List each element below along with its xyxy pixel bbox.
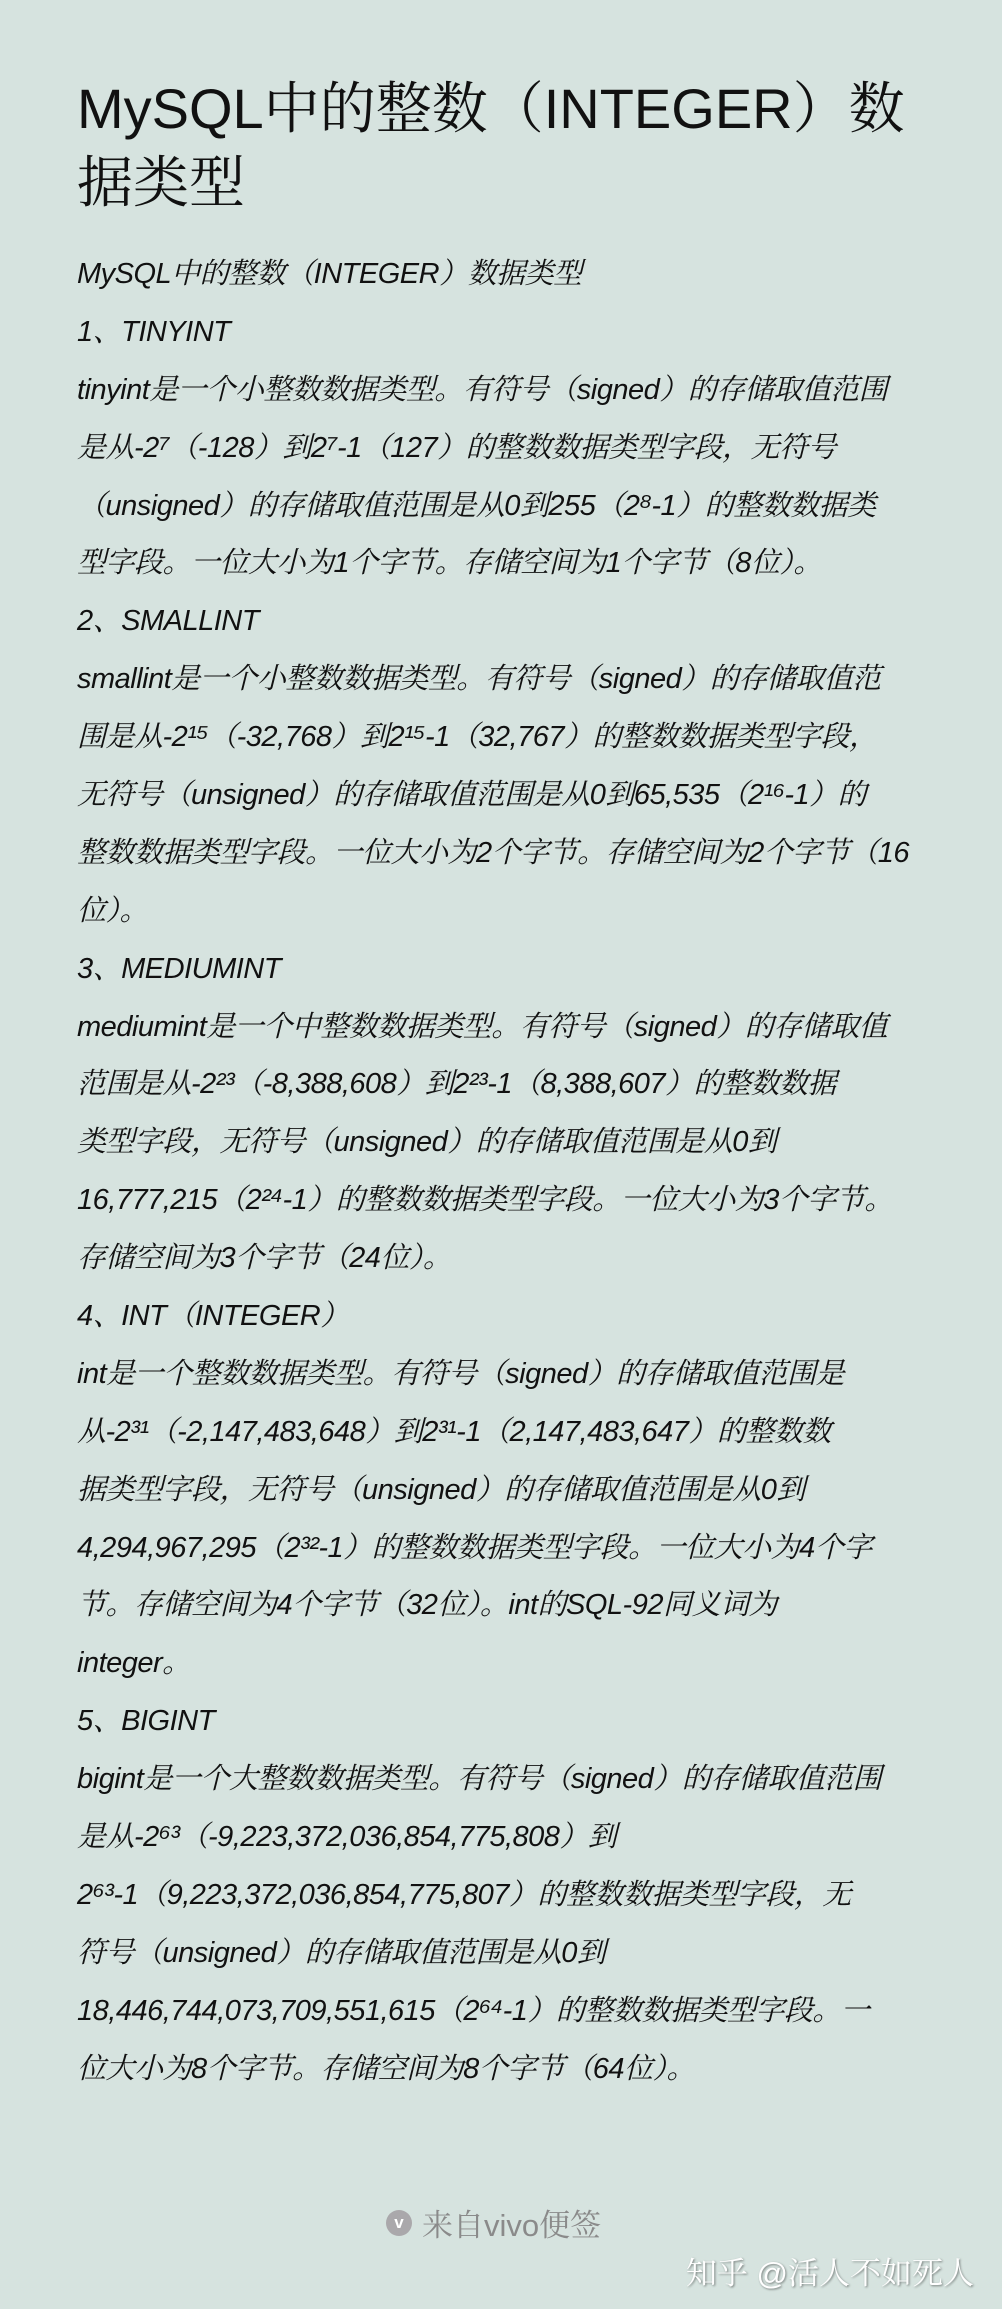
text-line: 是从-2⁷（-128）到2⁷-1（127）的整数数据类型字段，无符号 [77,431,837,464]
text-line: 类型字段，无符号（unsigned）的存储取值范围是从0到 [77,1126,777,1159]
page-title: MySQL中的整数（INTEGER）数据类型 [77,77,905,214]
text-line: 4、INT（INTEGER） [77,1300,349,1333]
text-line: mediumint是一个中整数数据类型。有符号（signed）的存储取值 [77,1010,888,1043]
text-line: 是从-2⁶³（-9,223,372,036,854,775,808）到 [77,1821,617,1854]
text-line: bigint是一个大整数数据类型。有符号（signed）的存储取值范围 [77,1763,882,1796]
text-line: tinyint是一个小整数数据类型。有符号（signed）的存储取值范围 [77,373,888,406]
text-line: 从-2³¹（-2,147,483,648）到2³¹-1（2,147,483,647）的整数数 [77,1415,831,1448]
text-line: 2⁶³-1（9,223,372,036,854,775,807）的整数数据类型字段，无 [77,1878,851,1911]
source-footer [386,2200,601,2245]
text-line: 位大小为8个字节。存储空间为8个字节（64位）。 [77,2052,696,2085]
note-body [77,246,909,2099]
text-line: 符号（unsigned）的存储取值范围是从0到 [77,1936,606,1969]
text-line: （unsigned）的存储取值范围是从0到255（2⁸-1）的整数数据类 [77,489,876,522]
text-line: 3、MEDIUMINT [77,952,281,985]
text-line: 1、TINYINT [77,315,231,348]
watermark: 知乎 @活人不如死人 [685,2256,974,2291]
text-line: 型字段。一位大小为1个字节。存储空间为1个字节（8位）。 [77,547,822,580]
text-line: int是一个整数数据类型。有符号（signed）的存储取值范围是 [77,1357,845,1390]
text-line: 2、SMALLINT [77,605,259,638]
text-line: 18,446,744,073,709,551,615（2⁶⁴-1）的整数数据类型字段。一 [77,1994,870,2027]
text-line: 5、BIGINT [77,1705,215,1738]
text-line: 16,777,215（2²⁴-1）的整数数据类型字段。一位大小为3个字节。 [77,1184,893,1217]
text-line: MySQL中的整数（INTEGER）数据类型 [77,258,582,290]
text-line: 无符号（unsigned）的存储取值范围是从0到65,535（2¹⁶-1）的 [77,779,867,812]
text-line: 节。存储空间为4个字节（32位）。int的SQL-92同义词为 [77,1589,777,1622]
text-line: smallint是一个小整数数据类型。有符号（signed）的存储取值范 [77,663,881,696]
text-line: 位）。 [77,894,149,927]
source-text: 来自vivo便签 [422,2208,602,2243]
text-line: 整数数据类型字段。一位大小为2个字节。存储空间为2个字节（16 [77,836,910,869]
vivo-logo-icon: v [386,2210,412,2236]
text-line: 范围是从-2²³（-8,388,608）到2²³-1（8,388,607）的整数数据 [77,1068,837,1101]
text-line: 4,294,967,295（2³²-1）的整数数据类型字段。一位大小为4个字 [77,1531,872,1564]
text-line: 存储空间为3个字节（24位）。 [77,1242,452,1275]
text-line: 围是从-2¹⁵（-32,768）到2¹⁵-1（32,767）的整数数据类型字段， [77,721,878,754]
text-line: 据类型字段，无符号（unsigned）的存储取值范围是从0到 [77,1473,805,1506]
text-line: integer。 [77,1647,191,1680]
